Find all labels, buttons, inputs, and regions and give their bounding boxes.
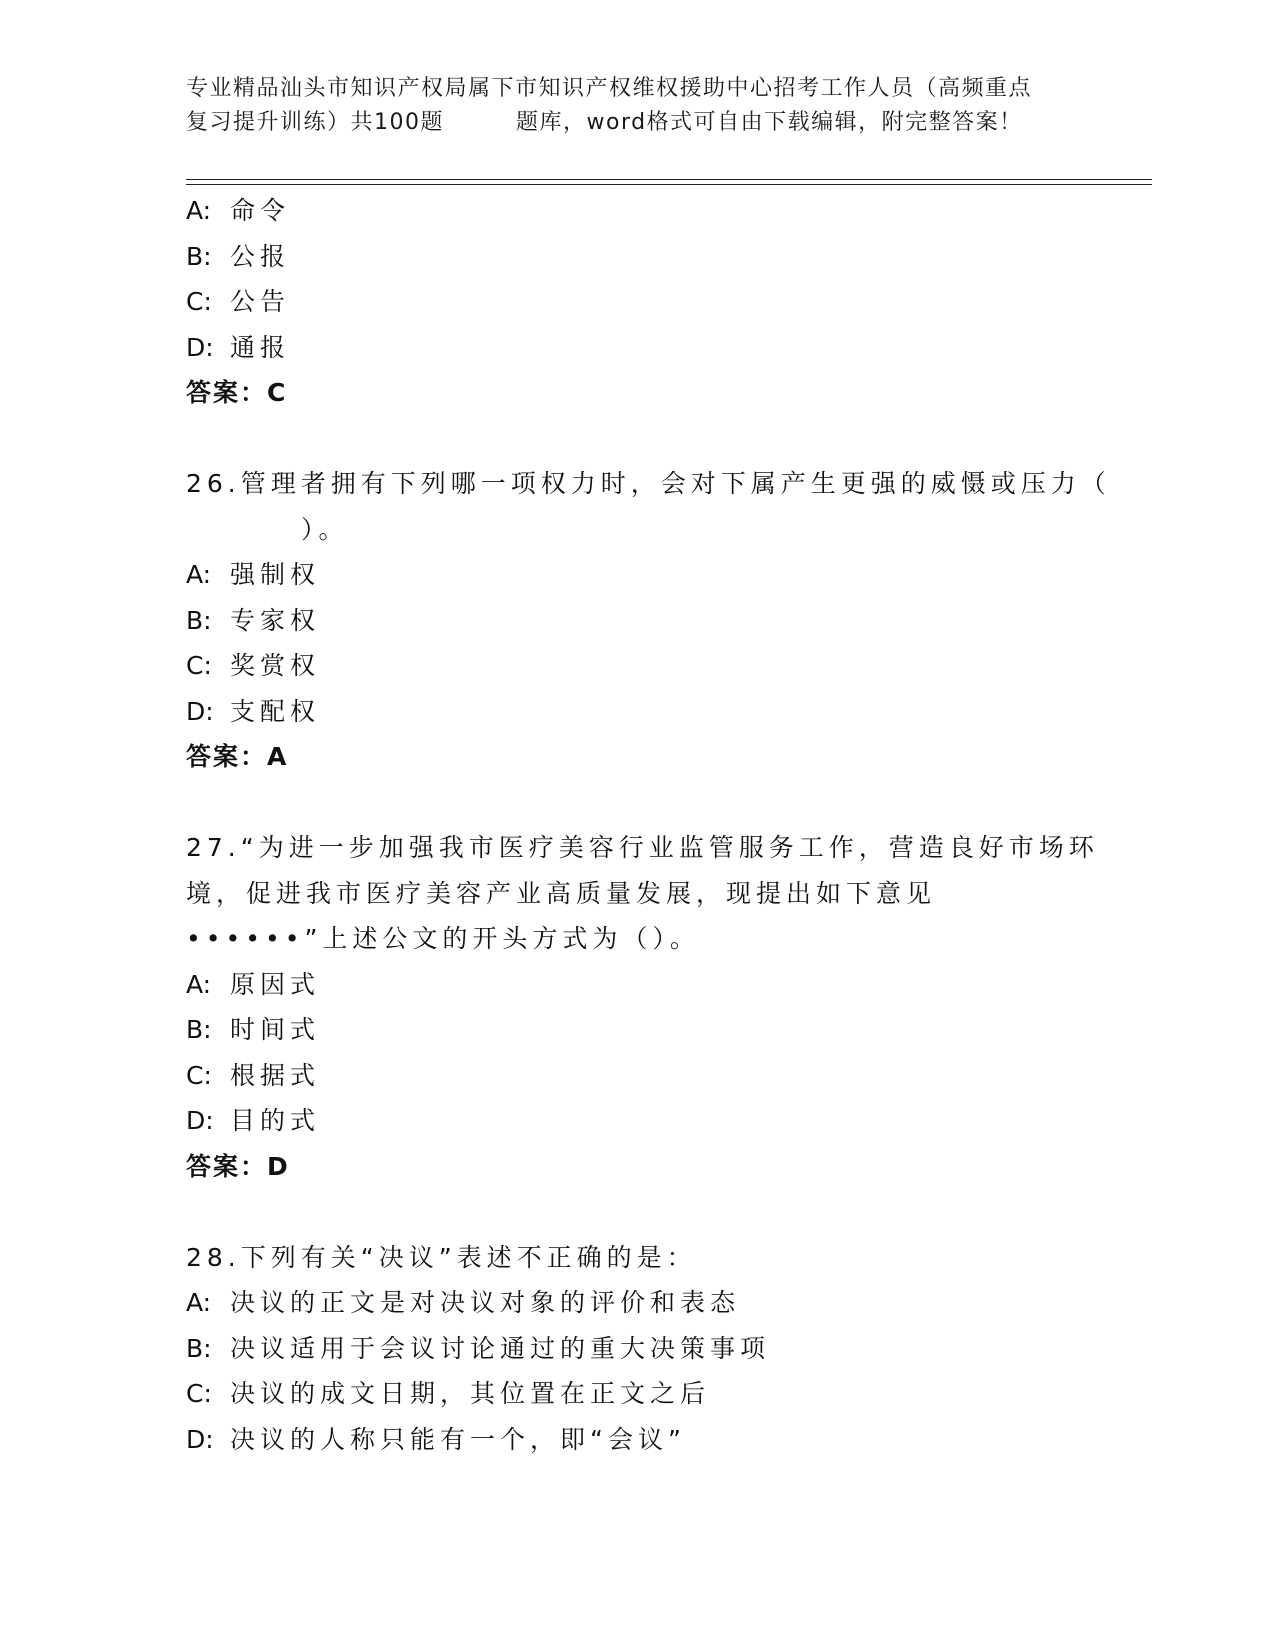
option-d: D: 目的式	[186, 1106, 321, 1135]
header-title-line-2-part-2: 题库，word格式可自由下载编辑，附完整答案！	[516, 110, 1023, 135]
option-d: D: 支配权	[186, 696, 321, 726]
option-c: C: 奖赏权	[186, 651, 321, 680]
document-header	[186, 72, 1086, 140]
question-stem: 28.下列有关“决议”表述不正确的是：	[186, 1242, 697, 1272]
question-stem-continued: ）。	[301, 514, 349, 544]
answer-line: 答案：D	[186, 1151, 290, 1181]
option-c: C: 公告	[186, 287, 291, 316]
option-b: B: 公报	[186, 241, 291, 271]
header-divider-bottom	[186, 184, 1152, 185]
header-title-line-1: 专业精品汕头市知识产权局属下市知识产权维权援助中心招考工作人员（高频重点	[186, 76, 1033, 101]
option-b: B: 决议适用于会议讨论通过的重大决策事项	[186, 1333, 771, 1363]
header-title-line-2	[186, 106, 1086, 140]
option-a: A: 决议的正文是对决议对象的评价和表态	[186, 1288, 741, 1317]
answer-line: 答案：C	[186, 378, 288, 407]
question-28	[186, 1235, 1086, 1463]
question-stem: 27.“为进一步加强我市医疗美容行业监管服务工作，营造良好市场环	[186, 833, 1099, 862]
option-a: A: 命令	[186, 196, 291, 225]
prev-question	[186, 188, 1086, 416]
option-b: B: 专家权	[186, 605, 321, 635]
option-a: A: 原因式	[186, 969, 321, 999]
option-c: C: 根据式	[186, 1060, 321, 1090]
question-stem-continued: 境，促进我市医疗美容产业高质量发展，现提出如下意见	[186, 878, 937, 908]
question-stem-continued: ••••••”上述公文的开头方式为（）。	[186, 924, 700, 953]
option-c: C: 决议的成文日期，其位置在正文之后	[186, 1379, 711, 1408]
option-b: B: 时间式	[186, 1015, 321, 1044]
option-a: A: 强制权	[186, 560, 321, 589]
question-26	[186, 461, 1111, 780]
option-d: D: 决议的人称只能有一个，即“会议”	[186, 1424, 686, 1454]
question-stem: 26.管理者拥有下列哪一项权力时，会对下属产生更强的威慑或压力（	[186, 469, 1111, 498]
option-d: D: 通报	[186, 332, 291, 362]
question-27	[186, 825, 1099, 1189]
answer-line: 答案：A	[186, 742, 289, 771]
question-list	[186, 188, 1111, 1462]
header-title-line-2-part-1: 复习提升训练）共100题	[186, 110, 444, 135]
header-divider-top	[186, 179, 1152, 180]
